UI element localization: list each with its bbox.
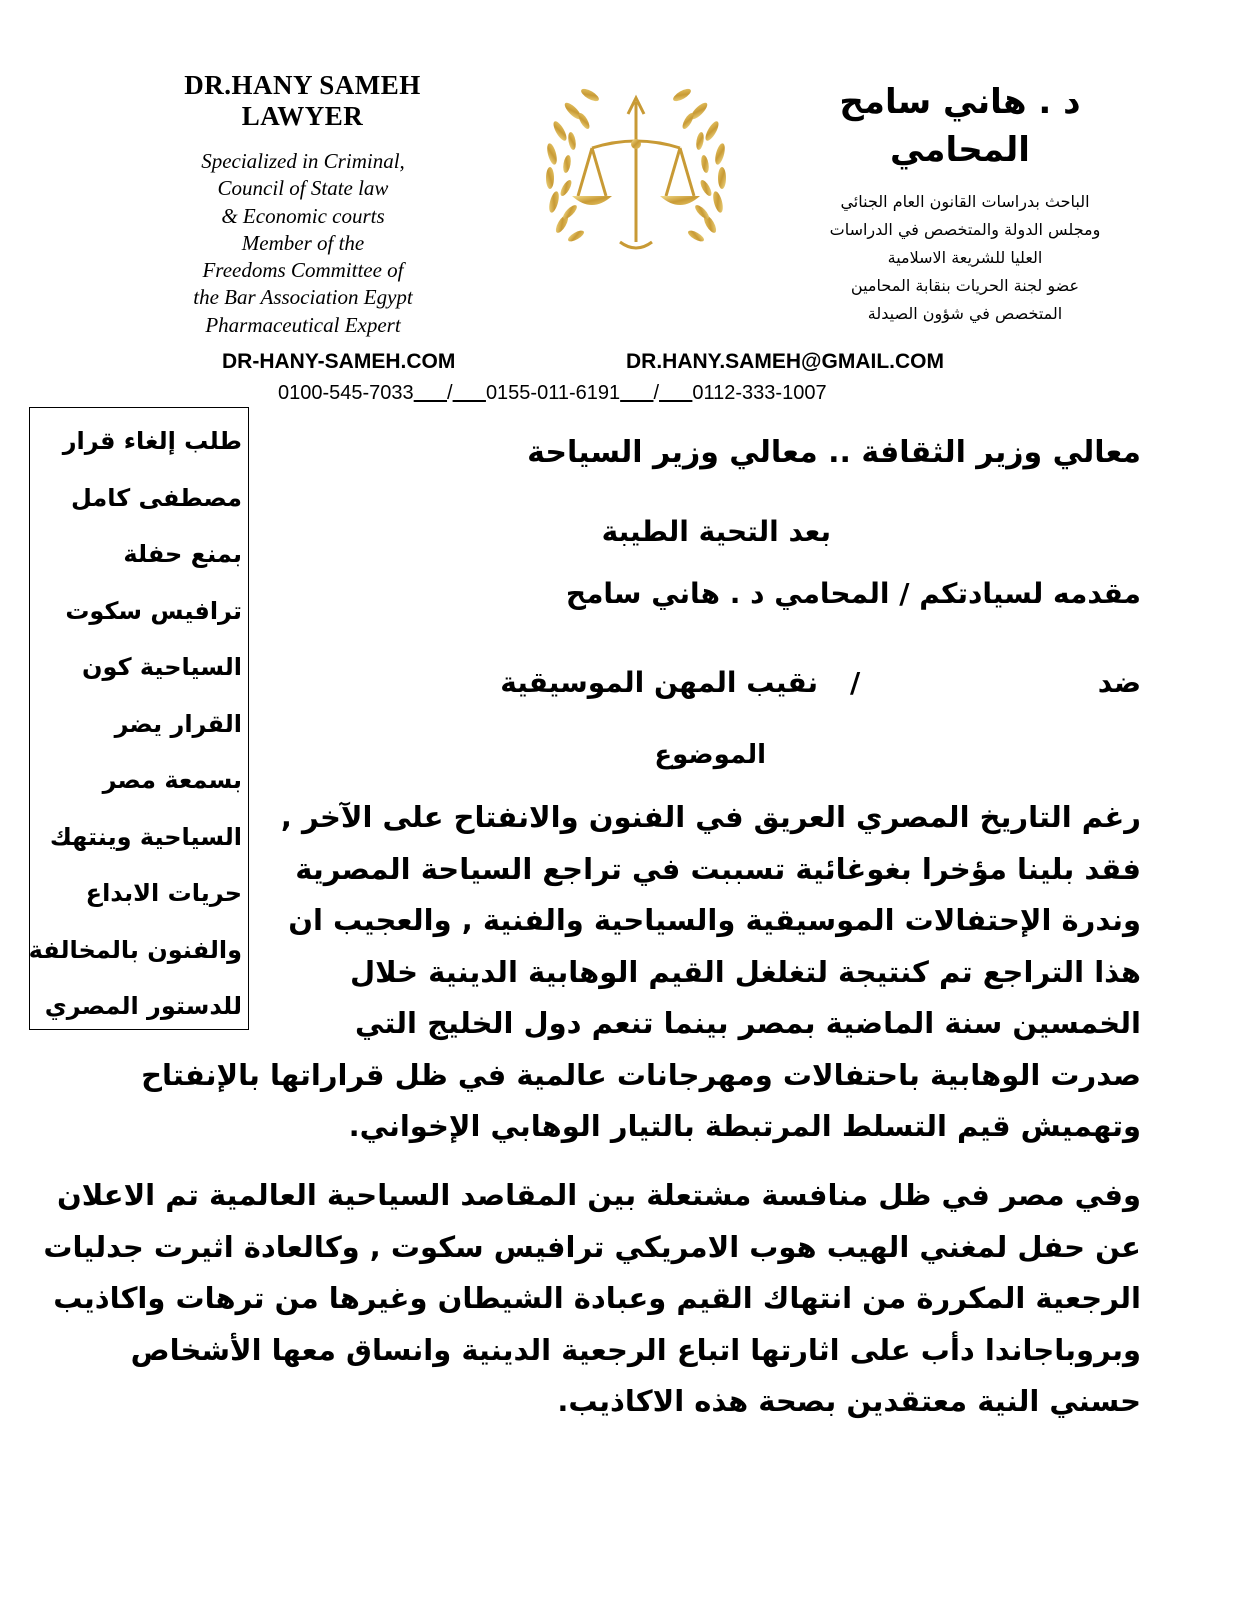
english-spec-line: Specialized in Criminal, <box>201 149 405 173</box>
paragraph-line: وتهميش قيم التسلط المرتبطة بالتيار الوهابي الإخواني. <box>348 1109 1141 1143</box>
summary-line: السياحية كون <box>82 653 242 681</box>
summary-line: والفنون بالمخالفة <box>28 935 242 964</box>
paragraph-line: هذا التراجع تم كنتيجة لتغلغل القيم الوهابية الدينية خلال <box>349 954 1141 989</box>
english-spec-line: Council of State law <box>217 176 389 201</box>
arabic-spec-line: ومجلس الدولة والمتخصص في الدراسات <box>829 220 1101 239</box>
letterhead-arabic-name <box>820 78 1100 174</box>
paragraph-line: الرجعية المكررة من انتهاك القيم وعبادة الشيطان وغيرها من ترهات واكاذيب <box>53 1281 1141 1315</box>
english-spec-line: Freedoms Committee of <box>202 258 404 283</box>
phone-number: 0155-011-6191 <box>485 382 621 404</box>
summary-line: للدستور المصري <box>44 992 242 1020</box>
paragraph-line: رغم التاريخ المصري العريق في الفنون والانفتاح على الآخر , <box>280 800 1141 834</box>
paragraph-line: عن حفل لمغني الهيب هوب الامريكي ترافيس سكوت , وكالعادة اثيرت جدليات <box>43 1229 1141 1264</box>
english-spec-line: the Bar Association Egypt <box>193 285 413 310</box>
paragraph-line: وبروباجاندا دأب على اثارتها اتباع الرجعية الدينية وانساق معها الأشخاص <box>130 1332 1141 1367</box>
phone-number: 0112-333-1007 <box>692 382 827 404</box>
arabic-spec-line: الباحث بدراسات القانون العام الجنائي <box>840 192 1090 211</box>
arabic-spec-line: المتخصص في شؤون الصيدلة <box>867 304 1063 323</box>
arabic-spec-line: عضو لجنة الحريات بنقابة المحامين <box>850 276 1080 295</box>
paragraph-line: وفي مصر في ظل منافسة مشتعلة بين المقاصد السياحية العالمية تم الاعلان <box>57 1178 1141 1212</box>
addressee-heading: معالي وزير الثقافة .. معالي وزير السياحة <box>527 435 1141 470</box>
phone-number: 0100-545-7033 <box>278 382 414 404</box>
body-paragraph-1 <box>141 792 1141 1153</box>
email-link[interactable]: DR.HANY.SAMEH@GMAIL.COM <box>626 350 944 373</box>
paragraph-line: الخمسين سنة الماضية بمصر بينما تنعم دول الخليج التي <box>354 1006 1141 1040</box>
arabic-name-line: د . هاني سامح <box>839 82 1081 122</box>
letterhead-english-specialization <box>148 148 458 339</box>
paragraph-line: فقد بلينا مؤخرا بغوغائية تسببت في تراجع السياحة المصرية <box>295 851 1141 886</box>
paragraph-line: وندرة الإحتفالات الموسيقية والسياحية والفنية , والعجيب ان <box>288 903 1141 937</box>
summary-line: بمنع حفلة <box>123 540 242 568</box>
scales-of-justice-icon <box>540 74 732 274</box>
arabic-title-line: المحامي <box>890 130 1030 170</box>
letterhead-english-name <box>160 70 445 132</box>
summary-line: مصطفى كامل <box>70 483 242 512</box>
against-name: نقيب المهن الموسيقية <box>500 666 818 699</box>
website-link[interactable]: DR-HANY-SAMEH.COM <box>222 350 456 373</box>
against-label: ضد <box>1097 666 1141 699</box>
english-name-line: DR.HANY SAMEH <box>184 70 421 100</box>
english-spec-line: Pharmaceutical Expert <box>205 312 401 337</box>
summary-line: طلب إلغاء قرار <box>62 427 242 455</box>
english-spec-line: Member of the <box>241 230 365 255</box>
submitted-by-line: مقدمه لسيادتكم / المحامي د . هاني سامح <box>565 577 1141 610</box>
arabic-spec-line: العليا للشريعة الاسلامية <box>887 248 1043 267</box>
summary-line: السياحية وينتهك <box>49 822 242 851</box>
summary-line: القرار يضر <box>114 709 242 738</box>
summary-line: حريات الابداع <box>85 879 242 907</box>
phone-separator: / <box>653 382 660 404</box>
greeting: بعد التحية الطيبة <box>601 515 831 548</box>
subject-label: الموضوع <box>654 740 766 770</box>
english-title-line: LAWYER <box>241 101 364 131</box>
summary-line: بسمعة مصر <box>102 766 242 794</box>
against-separator: / <box>850 666 861 699</box>
body-paragraph-2 <box>41 1170 1141 1428</box>
english-spec-line: & Economic courts <box>221 203 385 228</box>
paragraph-line: حسني النية معتقدين بصحة هذه الاكاذيب. <box>557 1384 1141 1418</box>
letterhead-arabic-specialization <box>785 188 1145 328</box>
phone-separator: / <box>447 382 453 404</box>
phone-numbers <box>278 382 827 405</box>
paragraph-line: صدرت الوهابية باحتفالات ومهرجانات عالمية في ظل قراراتها بالإنفتاح <box>141 1057 1141 1092</box>
summary-line: ترافيس سكوت <box>65 596 242 625</box>
